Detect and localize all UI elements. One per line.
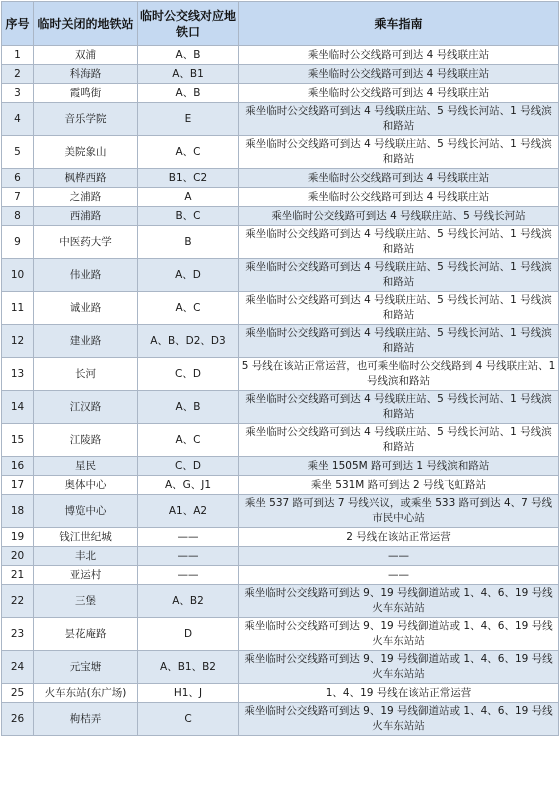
station-name-cell: 音乐学院 [34,103,138,136]
table-body [2,46,559,736]
exit-cell: A、C [138,292,239,325]
row-number-cell: 11 [2,292,34,325]
station-name-cell: 枫桦西路 [34,169,138,188]
station-name-cell: 奥体中心 [34,476,138,495]
table-row [2,207,559,226]
station-name-cell: 诚业路 [34,292,138,325]
guide-cell: 乘坐临时公交线路可到达 4 号线联庄站 [239,46,559,65]
guide-cell: 乘坐临时公交线路可到达 4 号线联庄站、5 号线长河站、1 号线滨和路站 [239,424,559,457]
station-name-cell: 枸桔弄 [34,703,138,736]
exit-cell: C、D [138,358,239,391]
exit-cell: A、B [138,391,239,424]
table-row [2,528,559,547]
guide-cell: 1、4、19 号线在该站正常运营 [239,684,559,703]
exit-cell: A1、A2 [138,495,239,528]
row-number-cell: 18 [2,495,34,528]
exit-cell: B [138,226,239,259]
row-number-cell: 10 [2,259,34,292]
table-row [2,476,559,495]
table-row [2,391,559,424]
station-name-cell: 霞鸣街 [34,84,138,103]
guide-cell: 乘坐 537 路可到达 7 号线兴议，或乘坐 533 路可到达 4、7 号线市民中心站 [239,495,559,528]
row-number-cell: 16 [2,457,34,476]
station-name-cell: 双浦 [34,46,138,65]
exit-cell: A、D [138,259,239,292]
table-row [2,566,559,585]
table-header-row [2,2,559,46]
exit-cell: A、C [138,136,239,169]
header-guide: 乘车指南 [239,2,559,46]
exit-cell: C、D [138,457,239,476]
station-name-cell: 昙花庵路 [34,618,138,651]
guide-cell: 乘坐 531M 路可到达 2 号线飞虹路站 [239,476,559,495]
guide-cell: 乘坐 1505M 路可到达 1 号线滨和路站 [239,457,559,476]
table-row [2,457,559,476]
metro-closure-table [1,1,559,736]
station-name-cell: 亚运村 [34,566,138,585]
guide-cell: 乘坐临时公交线路可到达 4 号线联庄站 [239,65,559,84]
station-name-cell: 博览中心 [34,495,138,528]
exit-cell: A、B [138,46,239,65]
station-name-cell: 元宝塘 [34,651,138,684]
table-row [2,46,559,65]
station-name-cell: 长河 [34,358,138,391]
metro-closure-table-container [1,1,559,736]
header-no: 序号 [2,2,34,46]
row-number-cell: 21 [2,566,34,585]
guide-cell: 乘坐临时公交线路可到达 4 号线联庄站、5 号线长河站、1 号线滨和路站 [239,226,559,259]
station-name-cell: 美院象山 [34,136,138,169]
exit-cell: —— [138,566,239,585]
guide-cell: 乘坐临时公交线路可到达 9、19 号线御道站或 1、4、6、19 号线火车东站站 [239,703,559,736]
table-row [2,103,559,136]
guide-cell: 乘坐临时公交线路可到达 9、19 号线御道站或 1、4、6、19 号线火车东站站 [239,585,559,618]
row-number-cell: 2 [2,65,34,84]
guide-cell: 乘坐临时公交线路可到达 9、19 号线御道站或 1、4、6、19 号线火车东站站 [239,651,559,684]
table-row [2,495,559,528]
row-number-cell: 6 [2,169,34,188]
table-row [2,547,559,566]
row-number-cell: 26 [2,703,34,736]
header-station: 临时关闭的地铁站 [34,2,138,46]
guide-cell: 乘坐临时公交线路可到达 4 号线联庄站 [239,84,559,103]
row-number-cell: 24 [2,651,34,684]
guide-cell: 乘坐临时公交线路可到达 4 号线联庄站 [239,188,559,207]
station-name-cell: 火车东站(东广场) [34,684,138,703]
row-number-cell: 12 [2,325,34,358]
guide-cell: 2 号线在该站正常运营 [239,528,559,547]
row-number-cell: 17 [2,476,34,495]
header-exit: 临时公交线对应地铁口 [138,2,239,46]
exit-cell: E [138,103,239,136]
table-row [2,585,559,618]
exit-cell: A、B1、B2 [138,651,239,684]
guide-cell: 乘坐临时公交线路可到达 4 号线联庄站、5 号线长河站、1 号线滨和路站 [239,103,559,136]
row-number-cell: 7 [2,188,34,207]
guide-cell: 乘坐临时公交线路可到达 4 号线联庄站 [239,169,559,188]
exit-cell: A、C [138,424,239,457]
guide-cell: 乘坐临时公交线路可到达 4 号线联庄站、5 号线长河站 [239,207,559,226]
row-number-cell: 3 [2,84,34,103]
table-row [2,325,559,358]
exit-cell: —— [138,547,239,566]
table-row [2,65,559,84]
exit-cell: C [138,703,239,736]
guide-cell: 5 号线在该站正常运营，也可乘坐临时公交线路到 4 号线联庄站、1 号线滨和路站 [239,358,559,391]
table-row [2,188,559,207]
station-name-cell: 之浦路 [34,188,138,207]
row-number-cell: 13 [2,358,34,391]
guide-cell: —— [239,566,559,585]
guide-cell: 乘坐临时公交线路可到达 4 号线联庄站、5 号线长河站、1 号线滨和路站 [239,136,559,169]
exit-cell: A、B、D2、D3 [138,325,239,358]
table-row [2,84,559,103]
row-number-cell: 20 [2,547,34,566]
exit-cell: A、G、J1 [138,476,239,495]
row-number-cell: 23 [2,618,34,651]
table-row [2,618,559,651]
guide-cell: 乘坐临时公交线路可到达 4 号线联庄站、5 号线长河站、1 号线滨和路站 [239,325,559,358]
row-number-cell: 22 [2,585,34,618]
table-row [2,424,559,457]
exit-cell: A、B [138,84,239,103]
station-name-cell: 三堡 [34,585,138,618]
row-number-cell: 25 [2,684,34,703]
row-number-cell: 4 [2,103,34,136]
exit-cell: H1、J [138,684,239,703]
guide-cell: —— [239,547,559,566]
station-name-cell: 江陵路 [34,424,138,457]
table-row [2,358,559,391]
station-name-cell: 江汉路 [34,391,138,424]
table-row [2,292,559,325]
exit-cell: D [138,618,239,651]
exit-cell: —— [138,528,239,547]
station-name-cell: 星民 [34,457,138,476]
row-number-cell: 14 [2,391,34,424]
table-row [2,651,559,684]
table-row [2,703,559,736]
exit-cell: A [138,188,239,207]
exit-cell: B1、C2 [138,169,239,188]
row-number-cell: 9 [2,226,34,259]
station-name-cell: 丰北 [34,547,138,566]
station-name-cell: 西浦路 [34,207,138,226]
exit-cell: A、B2 [138,585,239,618]
station-name-cell: 科海路 [34,65,138,84]
table-row [2,169,559,188]
table-row [2,136,559,169]
station-name-cell: 钱江世纪城 [34,528,138,547]
station-name-cell: 中医药大学 [34,226,138,259]
row-number-cell: 19 [2,528,34,547]
table-row [2,259,559,292]
row-number-cell: 15 [2,424,34,457]
station-name-cell: 建业路 [34,325,138,358]
guide-cell: 乘坐临时公交线路可到达 4 号线联庄站、5 号线长河站、1 号线滨和路站 [239,259,559,292]
row-number-cell: 5 [2,136,34,169]
row-number-cell: 8 [2,207,34,226]
exit-cell: A、B1 [138,65,239,84]
station-name-cell: 伟业路 [34,259,138,292]
row-number-cell: 1 [2,46,34,65]
table-row [2,684,559,703]
exit-cell: B、C [138,207,239,226]
guide-cell: 乘坐临时公交线路可到达 9、19 号线御道站或 1、4、6、19 号线火车东站站 [239,618,559,651]
table-row [2,226,559,259]
guide-cell: 乘坐临时公交线路可到达 4 号线联庄站、5 号线长河站、1 号线滨和路站 [239,391,559,424]
guide-cell: 乘坐临时公交线路可到达 4 号线联庄站、5 号线长河站、1 号线滨和路站 [239,292,559,325]
